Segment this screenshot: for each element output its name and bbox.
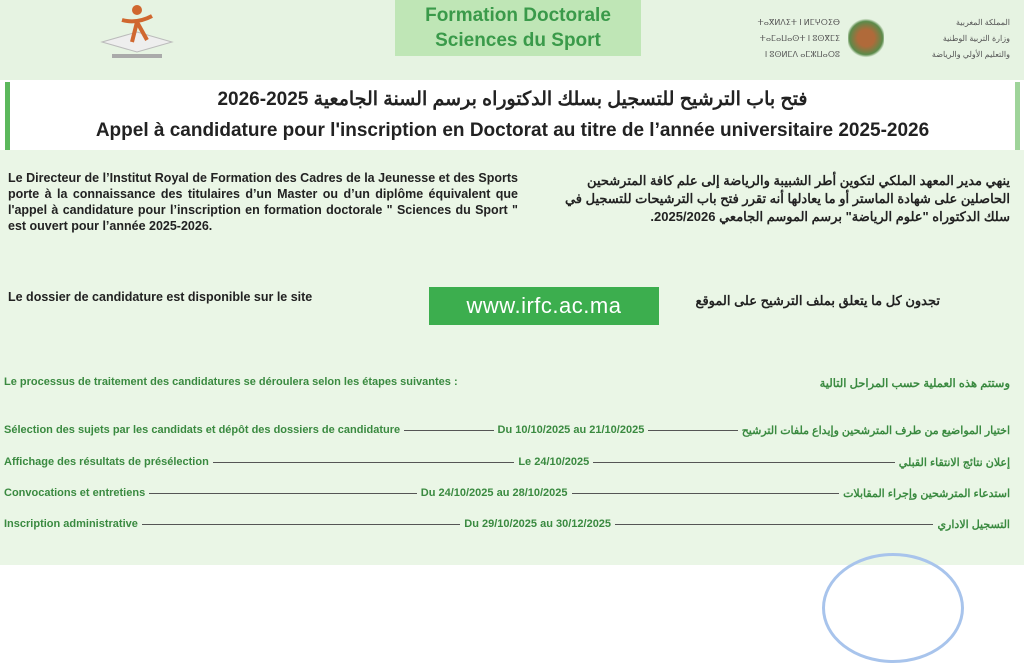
- divider: [593, 462, 895, 463]
- intro-french: Le Directeur de l’Institut Royal de Formation des Cadres de la Jeunesse et des Sports porte à la connaissance des titulaires d’un Master ou d’un diplôme équivalent que l'appel à candidature pour l’inscription en formation doctorale " Sciences du Sport " est ouvert pour l’année 2025-2026.: [8, 171, 518, 233]
- step-french: Convocations et entretiens: [4, 487, 146, 499]
- step-french: Sélection des sujets par les candidats et dépôt des dossiers de candidature: [4, 424, 401, 436]
- document-body: [0, 150, 1024, 565]
- divider: [615, 524, 933, 525]
- institute-stamp: [822, 553, 964, 663]
- step-french: Affichage des résultats de présélection: [4, 456, 209, 468]
- badge-line: Formation Doctorale: [425, 5, 611, 26]
- divider: [572, 493, 840, 494]
- process-intro-french: Le processus de traitement des candidatures se déroulera selon les étapes suivantes :: [4, 376, 458, 388]
- divider: [142, 524, 460, 525]
- moroccan-crest-icon: [848, 17, 884, 59]
- divider: [404, 430, 493, 431]
- step-date: Le 24/10/2025: [518, 456, 590, 468]
- website-link[interactable]: www.irfc.ac.ma: [429, 287, 659, 325]
- step-row: [4, 422, 1010, 438]
- institute-logo: [92, 2, 182, 62]
- step-date: Du 10/10/2025 au 21/10/2025: [497, 424, 645, 436]
- divider: [149, 493, 417, 494]
- step-arabic: اختيار المواضيع من طرف المترشحين وإيداع ملفات الترشيح: [741, 424, 1010, 437]
- title-box: [5, 82, 1020, 150]
- ministry-line: ⵏ ⵓⵙⵍⵎⴷ ⴰⵎⵣⵡⴰⵔⵓ: [764, 50, 840, 59]
- ministry-line: وزارة التربية الوطنية: [942, 34, 1010, 43]
- ministry-line: ⵜⴰⴳⵍⴷⵉⵜ ⵏ ⵍⵎⵖⵔⵉⴱ: [757, 18, 840, 27]
- ministry-tifinagh: [740, 15, 840, 63]
- step-row: [4, 516, 1010, 532]
- badge-line: Sciences du Sport: [435, 30, 601, 51]
- step-arabic: إعلان نتائج الانتقاء القبلي: [898, 456, 1011, 469]
- divider: [213, 462, 515, 463]
- step-row: [4, 485, 1010, 501]
- ministry-line: المملكة المغربية: [956, 18, 1010, 27]
- step-arabic: التسجيل الاداري: [937, 518, 1010, 531]
- step-date: Du 29/10/2025 au 30/12/2025: [464, 518, 612, 530]
- ministry-line: والتعليم الأولي والرياضة: [931, 50, 1010, 59]
- ministry-arabic: [910, 15, 1010, 63]
- site-label-french: Le dossier de candidature est disponible sur le site: [8, 290, 313, 304]
- header-band: [0, 0, 1024, 80]
- ministry-line: ⵜⴰⵎⴰⵡⴰⵙⵜ ⵏ ⵓⵙⴳⵎⵉ: [759, 34, 840, 43]
- process-intro-arabic: وستتم هذه العملية حسب المراحل التالية: [819, 378, 1010, 390]
- site-label-arabic: تجدون كل ما يتعلق بملف الترشيح على الموقع: [695, 293, 940, 308]
- title-french: Appel à candidature pour l'inscription en Doctorat au titre de l’année universitaire 2025-2026: [95, 120, 930, 141]
- title-arabic: فتح باب الترشيح للتسجيل بسلك الدكتوراه برسم السنة الجامعية 2025-2026: [217, 89, 808, 110]
- step-row: [4, 454, 1010, 470]
- program-badge: [395, 0, 641, 56]
- step-date: Du 24/10/2025 au 28/10/2025: [420, 487, 568, 499]
- step-arabic: استدعاء المترشحين وإجراء المقابلات: [843, 487, 1010, 500]
- step-french: Inscription administrative: [4, 518, 138, 530]
- ministry-header: [740, 15, 1020, 65]
- intro-arabic: ينهي مدير المعهد الملكي لتكوين أطر الشبيبة والرياضة إلى علم كافة المترشحين الحاصلين على شهادة الماستر أو ما يعادلها أنه تقرر فتح باب الترشيحات للتسجيل في سلك الدكتوراه "علوم الرياضة" برسم الموسم الجامعي 2025/2026.: [564, 173, 1010, 224]
- divider: [648, 430, 737, 431]
